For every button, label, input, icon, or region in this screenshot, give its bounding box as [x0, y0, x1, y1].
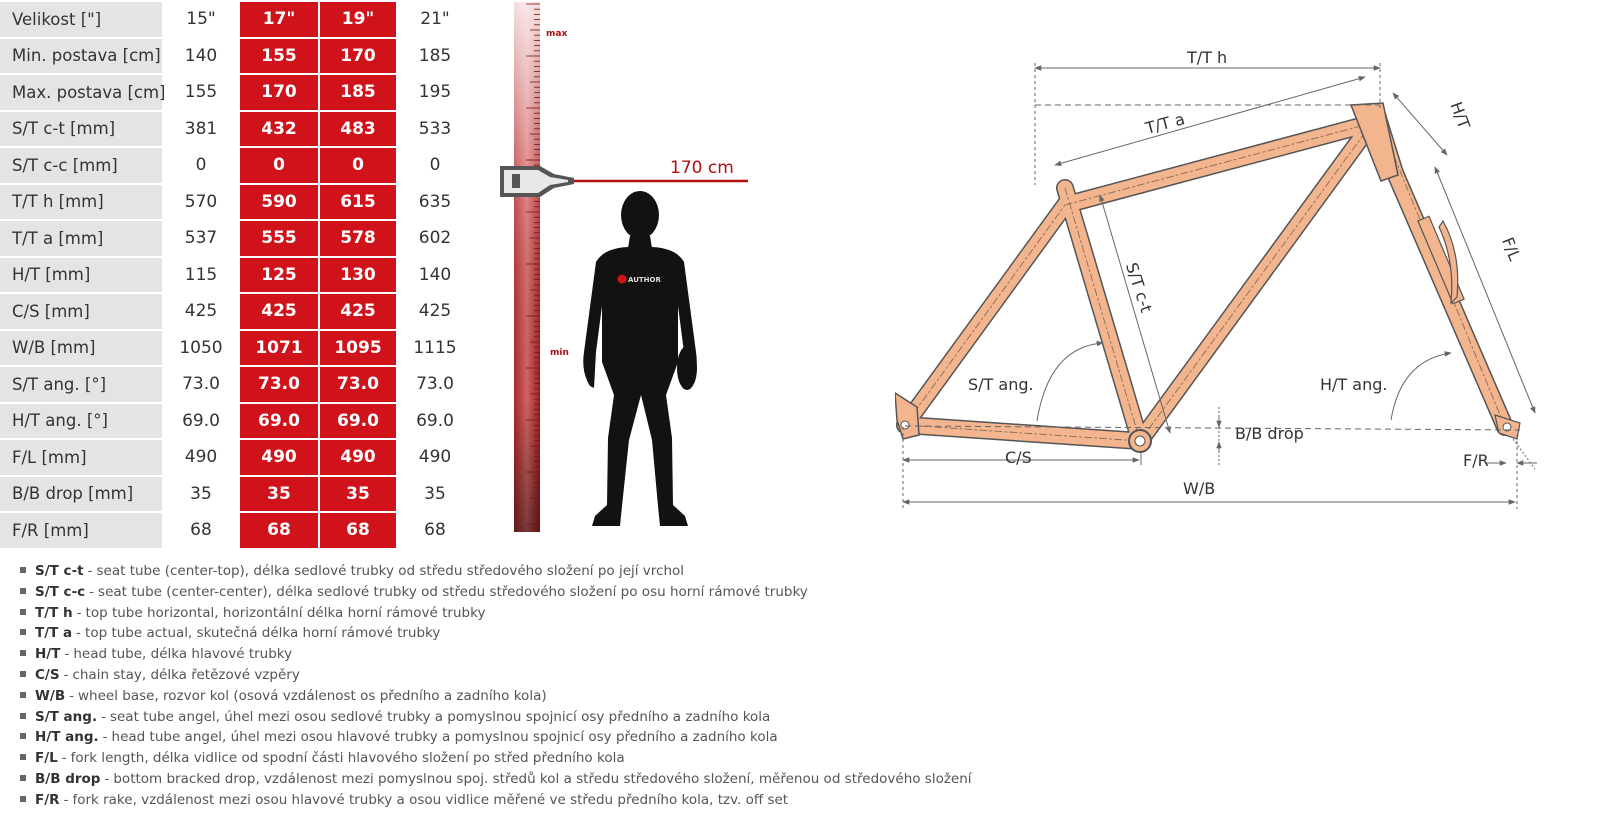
cell-size-1: 155: [184, 82, 218, 103]
legend-item: [20, 790, 972, 811]
cell-size-4: 635: [418, 191, 452, 212]
height-value: 170 cm: [670, 158, 734, 178]
label-ht: H/T: [1446, 99, 1474, 132]
cell-size-3: 490: [318, 440, 396, 475]
cell-size-2: 68: [240, 513, 318, 548]
legend-abbr: S/T c-c: [35, 583, 86, 600]
legend-item: [20, 727, 972, 748]
legend-separator: -: [104, 770, 110, 787]
row-label: S/T c-c [mm]: [0, 148, 162, 183]
legend-desc: fork length, délka vidlice od spodní části hlavového složení po střed předního kola: [70, 750, 625, 767]
cell-size-4: 533: [418, 118, 452, 139]
table-row: [0, 367, 474, 402]
legend-desc: seat tube (center-center), délka sedlové trubky od středu středového složení po osu horní rámové trubky: [98, 583, 808, 600]
frame-geometry-diagram: [895, 35, 1595, 535]
row-label: Min. postava [cm]: [0, 39, 162, 74]
legend-desc: bottom bracked drop, vzdálenost mezi pomyslnou spoj. středů kol a středu středového složení, měřenou od středového složení: [113, 770, 972, 787]
table-row: [0, 75, 474, 110]
legend-desc: top tube actual, skutečná délka horní rámové trubky: [85, 625, 441, 642]
cell-size-3: 35: [318, 477, 396, 512]
cell-size-4: 0: [429, 155, 441, 176]
cell-size-2: 555: [240, 221, 318, 256]
legend-abbr: C/S: [35, 666, 60, 683]
row-label: H/T ang. [°]: [0, 404, 162, 439]
table-row: [0, 185, 474, 220]
legend-item: [20, 561, 972, 582]
row-label: B/B drop [mm]: [0, 477, 162, 512]
cell-size-4: 490: [418, 447, 452, 468]
cell-size-3: 0: [318, 148, 396, 183]
legend-item: [20, 603, 972, 624]
cell-size-1: 537: [184, 228, 218, 249]
row-label: T/T h [mm]: [0, 185, 162, 220]
cell-size-2: 590: [240, 185, 318, 220]
size-table: [0, 0, 474, 550]
legend-item: [20, 769, 972, 790]
cell-size-4: 69.0: [416, 410, 454, 431]
cell-size-3: 483: [318, 112, 396, 147]
label-fr: F/R: [1463, 451, 1489, 470]
legend-separator: -: [76, 625, 82, 642]
cell-size-2: 73.0: [240, 367, 318, 402]
legend-desc: seat tube angel, úhel mezi osou sedlové trubky a pomyslnou spojnicí osy předního a zadního kola: [109, 708, 771, 725]
cell-size-3: 425: [318, 294, 396, 329]
frame-details: [895, 103, 1520, 452]
legend-abbr: T/T a: [35, 625, 73, 642]
cell-size-3: 19": [318, 2, 396, 37]
legend-separator: -: [76, 604, 82, 621]
bullet-icon: [20, 713, 26, 719]
cell-size-3: 1095: [318, 331, 396, 366]
bullet-icon: [20, 671, 26, 677]
bullet-icon: [20, 733, 26, 739]
table-row: [0, 221, 474, 256]
cell-size-1: 0: [195, 155, 207, 176]
label-st-ang: S/T ang.: [968, 375, 1034, 394]
height-ruler: [514, 2, 540, 532]
legend-desc: head tube angel, úhel mezi osou hlavové trubky a pomyslnou spojnicí osy předního a zadního kola: [111, 729, 778, 746]
label-tt-a: T/T a: [1143, 109, 1187, 138]
legend-abbr: W/B: [35, 687, 66, 704]
row-label: S/T c-t [mm]: [0, 112, 162, 147]
row-label: F/L [mm]: [0, 440, 162, 475]
table-row: [0, 513, 474, 548]
row-label: H/T [mm]: [0, 258, 162, 293]
cell-size-4: 140: [418, 264, 452, 285]
cell-size-1: 381: [184, 118, 218, 139]
max-label: max: [546, 29, 568, 39]
legend-separator: -: [61, 750, 67, 767]
bullet-icon: [20, 609, 26, 615]
cell-size-4: 21": [420, 9, 450, 30]
bullet-icon: [20, 754, 26, 760]
legend-item: [20, 707, 972, 728]
row-label: F/R [mm]: [0, 513, 162, 548]
size-table-body: [0, 2, 474, 548]
legend-abbr: F/L: [35, 750, 58, 767]
row-label: Velikost ["]: [0, 2, 162, 37]
legend-abbr: S/T c-t: [35, 563, 84, 579]
cell-size-4: 1115: [413, 337, 457, 358]
row-label: C/S [mm]: [0, 294, 162, 329]
legend-separator: -: [102, 729, 108, 746]
cell-size-1: 35: [190, 483, 212, 504]
shirt-logo: [618, 275, 662, 285]
legend-desc: chain stay, délka řetězové vzpěry: [72, 666, 300, 683]
table-row: [0, 148, 474, 183]
table-row: [0, 404, 474, 439]
cell-size-3: 69.0: [318, 404, 396, 439]
legend-separator: -: [101, 708, 106, 725]
row-label: Max. postava [cm]: [0, 75, 162, 110]
cell-size-4: 195: [418, 82, 452, 103]
cell-size-2: 35: [240, 477, 318, 512]
cell-size-2: 0: [240, 148, 318, 183]
legend-abbr: H/T ang.: [35, 729, 99, 746]
cell-size-3: 68: [318, 513, 396, 548]
row-label: W/B [mm]: [0, 331, 162, 366]
cell-size-1: 115: [184, 264, 218, 285]
cell-size-2: 17": [240, 2, 318, 37]
legend-desc: head tube, délka hlavové trubky: [73, 646, 293, 663]
legend-abbr: B/B drop: [35, 770, 101, 787]
bullet-icon: [20, 629, 26, 635]
cell-size-1: 140: [184, 45, 218, 66]
cell-size-3: 578: [318, 221, 396, 256]
label-wb: W/B: [1183, 479, 1216, 498]
bullet-icon: [20, 796, 26, 802]
cell-size-1: 69.0: [182, 410, 220, 431]
legend-desc: top tube horizontal, horizontální délka horní rámové trubky: [85, 604, 486, 621]
cell-size-4: 73.0: [416, 374, 454, 395]
cell-size-4: 68: [424, 520, 446, 541]
cell-size-4: 35: [424, 483, 446, 504]
legend-desc: fork rake, vzdálenost mezi osou hlavové trubky a osou vidlice měřené ve středu předního kola, tzv. off set: [72, 791, 789, 808]
bullet-icon: [20, 775, 26, 781]
legend-separator: -: [63, 666, 69, 683]
cell-size-4: 185: [418, 45, 452, 66]
legend-item: [20, 748, 972, 769]
legend-abbr: S/T ang.: [35, 708, 98, 725]
cell-size-3: 130: [318, 258, 396, 293]
cell-size-4: 425: [418, 301, 452, 322]
legend-item: [20, 582, 972, 603]
legend-abbr: H/T: [35, 646, 61, 663]
cell-size-3: 615: [318, 185, 396, 220]
bullet-icon: [20, 692, 26, 698]
legend-item: [20, 623, 972, 644]
legend-abbr: F/R: [35, 791, 60, 808]
person-silhouette: [583, 191, 697, 526]
label-cs: C/S: [1005, 448, 1032, 467]
cell-size-1: 68: [190, 520, 212, 541]
cell-size-2: 125: [240, 258, 318, 293]
shirt-logo-text: AUTHOR: [628, 276, 661, 284]
row-label: S/T ang. [°]: [0, 367, 162, 402]
label-bb-drop: B/B drop: [1235, 424, 1304, 443]
cell-size-4: 602: [418, 228, 452, 249]
table-row: [0, 440, 474, 475]
table-row: [0, 112, 474, 147]
cell-size-2: 69.0: [240, 404, 318, 439]
table-row: [0, 477, 474, 512]
row-label: T/T a [mm]: [0, 221, 162, 256]
height-scale: [500, 0, 760, 545]
table-row: [0, 39, 474, 74]
legend-desc: seat tube (center-top), délka sedlové trubky od středu středového složení po její vrchol: [96, 563, 685, 579]
legend-item: [20, 686, 972, 707]
cell-size-1: 570: [184, 191, 218, 212]
cell-size-1: 73.0: [182, 374, 220, 395]
legend-separator: -: [87, 563, 93, 579]
legend-separator: -: [63, 791, 69, 808]
label-st-ct: S/T c-t: [1122, 260, 1156, 315]
legend-separator: -: [64, 646, 70, 663]
table-row: [0, 294, 474, 329]
label-ht-ang: H/T ang.: [1320, 375, 1388, 394]
abbreviation-legend: [20, 561, 972, 811]
cell-size-2: 432: [240, 112, 318, 147]
cell-size-2: 490: [240, 440, 318, 475]
label-tt-h: T/T h: [1187, 48, 1228, 67]
cell-size-3: 73.0: [318, 367, 396, 402]
cell-size-2: 155: [240, 39, 318, 74]
cell-size-3: 185: [318, 75, 396, 110]
cell-size-2: 1071: [240, 331, 318, 366]
legend-item: [20, 665, 972, 686]
cell-size-1: 490: [184, 447, 218, 468]
table-row: [0, 331, 474, 366]
legend-desc: wheel base, rozvor kol (osová vzdálenost os předního a zadního kola): [78, 687, 547, 704]
legend-item: [20, 644, 972, 665]
table-row: [0, 258, 474, 293]
cell-size-1: 425: [184, 301, 218, 322]
legend-separator: -: [69, 687, 74, 704]
cell-size-2: 170: [240, 75, 318, 110]
table-row: [0, 2, 474, 37]
bullet-icon: [20, 588, 26, 594]
legend-separator: -: [89, 583, 95, 600]
cell-size-1: 15": [186, 9, 216, 30]
cell-size-3: 170: [318, 39, 396, 74]
min-label: min: [550, 348, 569, 358]
label-fl: F/L: [1498, 234, 1525, 264]
bullet-icon: [20, 650, 26, 656]
legend-abbr: T/T h: [35, 604, 73, 621]
cell-size-2: 425: [240, 294, 318, 329]
cell-size-1: 1050: [179, 337, 223, 358]
bullet-icon: [20, 567, 26, 573]
